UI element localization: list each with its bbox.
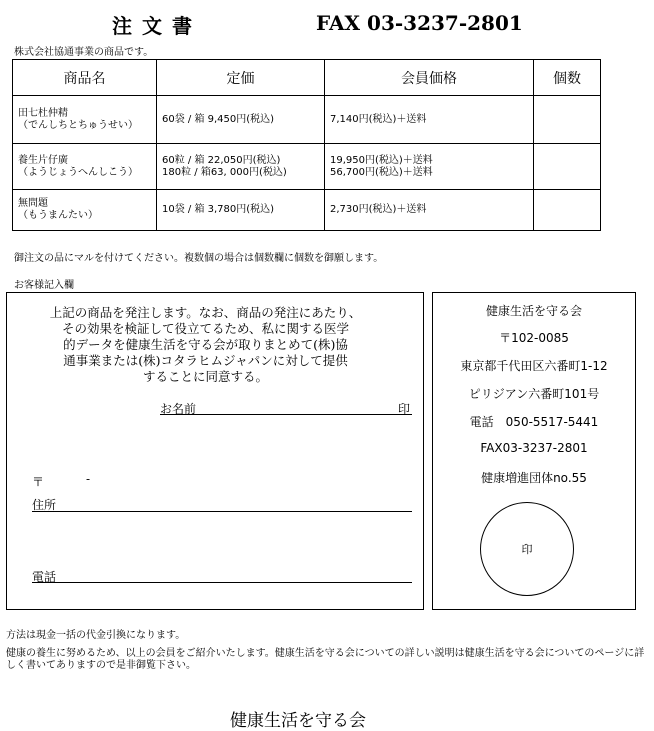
product-reading: （ようじょうへんしこう） [18, 166, 138, 178]
member-price: 7,140円(税込)＋送料 [330, 113, 427, 125]
member-price-cell [325, 96, 534, 144]
postal-dash: - [86, 472, 91, 486]
member-price: 19,950円(税込)＋送料 [330, 154, 433, 166]
list-price: 10袋 / 箱 3,780円(税込) [162, 204, 275, 215]
list-price: 60袋 / 箱 9,450円(税込) [162, 113, 275, 125]
payment-note: 方法は現金一括の代金引換になります。 [6, 630, 186, 641]
member-price-cell [325, 144, 534, 190]
name-field[interactable] [160, 414, 412, 415]
product-reading: （でんしちとちゅうせい） [18, 119, 138, 131]
quantity-cell[interactable] [534, 190, 601, 231]
address-label: 住所 [32, 498, 57, 512]
list-price-cell [157, 190, 325, 231]
phone-field[interactable] [32, 582, 412, 583]
member-price: 2,730円(税込)＋送料 [330, 204, 427, 215]
table-row [13, 96, 601, 144]
header-member-price: 会員価格 [325, 60, 534, 96]
consent-text [18, 305, 393, 385]
header-list-price: 定価 [157, 60, 325, 96]
org-address-2: ピリジアン六番町101号 [468, 387, 600, 401]
customer-section-heading: お客様記入欄 [14, 280, 74, 291]
page-title: 注文書 [112, 14, 202, 38]
address-field[interactable] [32, 511, 412, 512]
table-row [13, 144, 601, 190]
list-price-cell [157, 144, 325, 190]
product-name: 養生片仔廣 [18, 154, 68, 166]
header-product-name: 商品名 [13, 60, 157, 96]
table-row [13, 190, 601, 231]
product-reading: （もうまんたい） [18, 210, 98, 221]
quantity-cell[interactable] [534, 96, 601, 144]
consent-line: 通事業または(株)コタラヒムジャパンに対して提供 [63, 353, 348, 368]
table-header-row [13, 60, 601, 96]
description-text: 健康の養生に努めるため、以上の会員をご紹介いたします。健康生活を守る会についての詳しい説明は健康生活を守る会についてのページに詳しく書いてありますので是非御覧下さい。 [6, 648, 645, 671]
list-price: 60粒 / 箱 22,050円(税込) [162, 154, 281, 166]
name-seal-mark: 印 [398, 402, 411, 416]
member-price: 56,700円(税込)＋送料 [330, 166, 433, 178]
footer-title: 健康生活を守る会 [230, 711, 366, 731]
quantity-cell[interactable] [534, 144, 601, 190]
product-name-cell [13, 190, 157, 231]
product-name-cell [13, 96, 157, 144]
consent-line: その効果を検証して役立てるため、私に関する医学 [61, 321, 349, 336]
member-price-cell [325, 190, 534, 231]
order-instruction: 御注文の品にマルを付けてください。複数個の場合は個数欄に個数を御願します。 [14, 253, 384, 264]
consent-line: することに同意する。 [142, 369, 268, 384]
phone-label: 電話 [32, 570, 57, 584]
list-price: 180粒 / 箱63, 000円(税込) [162, 166, 287, 178]
name-label: お名前 [160, 402, 197, 416]
postal-mark: 〒 [32, 475, 45, 489]
consent-line: 上記の商品を発注します。なお、商品の発注にあたり、 [49, 305, 362, 320]
list-price-cell [157, 96, 325, 144]
fax-number: FAX 03-3237-2801 [316, 11, 523, 35]
org-phone: 電話 050-5517-5441 [469, 415, 599, 429]
product-name: 無問題 [18, 198, 48, 209]
consent-line: 的データを健康生活を守る会が取りまとめて(株)協 [63, 337, 348, 352]
product-name: 田七杜仲精 [18, 107, 68, 119]
product-name-cell [13, 144, 157, 190]
org-fax: FAX03-3237-2801 [480, 441, 588, 455]
org-name: 健康生活を守る会 [485, 304, 582, 318]
org-address-1: 東京都千代田区六番町1-12 [460, 359, 608, 373]
org-group: 健康増進団体no.55 [481, 471, 587, 485]
seal-stamp-circle [480, 502, 574, 596]
org-postal: 〒102-0085 [499, 331, 569, 345]
header-quantity: 個数 [534, 60, 601, 96]
product-table [12, 59, 601, 231]
intro-text: 株式会社協通事業の商品です。 [14, 47, 154, 58]
seal-stamp-mark: 印 [521, 543, 533, 556]
